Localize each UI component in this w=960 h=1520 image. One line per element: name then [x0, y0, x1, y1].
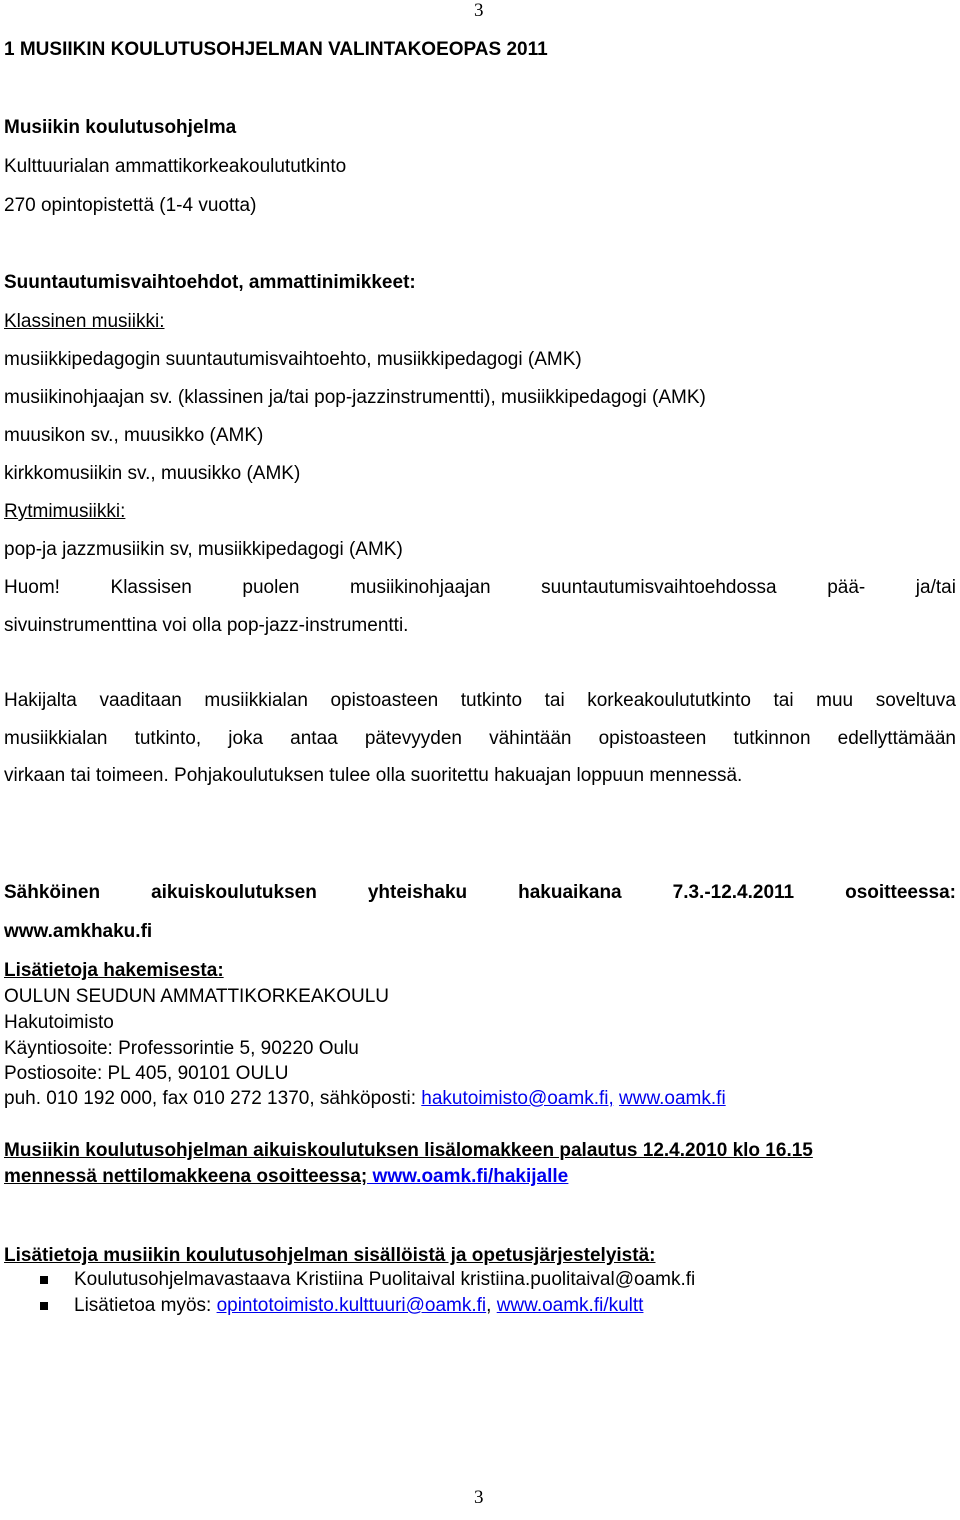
app-word: hakuaikana: [518, 882, 622, 903]
req-word: tutkinto: [460, 690, 523, 711]
classical-item: musiikkipedagogin suuntautumisvaihtoehto, musiikkipedagogi (AMK): [4, 349, 582, 370]
req-word: vaaditaan: [99, 690, 182, 711]
contact-phone-line: [4, 1088, 726, 1110]
rhythm-title: Rytmimusiikki:: [4, 501, 126, 522]
rhythm-item: pop-ja jazzmusiikin sv, musiikkipedagogi (AMK): [4, 539, 403, 560]
program-credits: 270 opintopistettä (1-4 vuotta): [4, 195, 257, 216]
app-word: 7.3.-12.4.2011: [672, 882, 795, 903]
form-link[interactable]: www.oamk.fi/hakijalle: [367, 1166, 569, 1187]
note-word: pää-: [827, 577, 866, 598]
requirements-line: [4, 728, 956, 750]
req-word: pätevyyden: [364, 728, 462, 749]
study-office-email-link[interactable]: opintotoimisto.kulttuuri@oamk.fi: [216, 1295, 487, 1316]
orientations-title: Suuntautumisvaihtoehdot, ammattinimikkeet:: [4, 272, 416, 293]
bullet-separator: ,: [486, 1295, 497, 1316]
req-word: Hakijalta: [4, 690, 77, 711]
req-word: opistoasteen: [330, 690, 439, 711]
req-word: tutkinto,: [134, 728, 202, 749]
culture-website-link[interactable]: www.oamk.fi/kultt: [496, 1295, 644, 1316]
req-word: musiikkialan: [4, 728, 108, 749]
bullet-prefix: Lisätietoa myös:: [74, 1295, 217, 1316]
req-word: joka: [228, 728, 264, 749]
bullet-square-icon: [40, 1276, 48, 1284]
form-line: [4, 1166, 568, 1188]
email-link[interactable]: hakutoimisto@oamk.fi,: [421, 1088, 614, 1109]
req-word: muu: [816, 690, 854, 711]
contact-org: OULUN SEUDUN AMMATTIKORKEAKOULU: [4, 986, 389, 1007]
note-word: puolen: [242, 577, 300, 598]
requirements-line: virkaan tai toimeen. Pohjakoulutuksen tulee olla suoritettu hakuajan loppuun mennessä.: [4, 765, 743, 786]
req-word: vähintään: [489, 728, 572, 749]
req-word: soveltuva: [875, 690, 956, 711]
page-number-bottom: 3: [474, 1487, 484, 1508]
classical-item: muusikon sv., muusikko (AMK): [4, 425, 264, 446]
note-word: Klassisen: [110, 577, 192, 598]
contact-phone: puh. 010 192 000, fax 010 272 1370, sähköposti:: [4, 1088, 422, 1109]
page-title: 1 MUSIIKIN KOULUTUSOHJELMAN VALINTAKOEOPAS 2011: [4, 39, 548, 60]
note-word: suuntautumisvaihtoehdossa: [541, 577, 777, 598]
app-word: aikuiskoulutuksen: [151, 882, 317, 903]
contact-visit-address: Käyntiosoite: Professorintie 5, 90220 Oulu: [4, 1038, 359, 1059]
classical-item: musiikinohjaajan sv. (klassinen ja/tai pop-jazzinstrumentti), musiikkipedagogi (AMK): [4, 387, 706, 408]
requirements-line: [4, 690, 956, 712]
form-line: Musiikin koulutusohjelman aikuiskoulutuksen lisälomakkeen palautus 12.4.2010 klo 16.15: [4, 1140, 813, 1161]
contact-title: Lisätietoja hakemisesta:: [4, 960, 224, 981]
contact-post-address: Postiosoite: PL 405, 90101 OULU: [4, 1063, 289, 1084]
contact-office: Hakutoimisto: [4, 1012, 114, 1033]
req-word: musiikkialan: [204, 690, 308, 711]
page-number-top: 3: [474, 0, 484, 21]
req-word: korkeakoulututkinto: [587, 690, 751, 711]
application-line: [4, 882, 956, 904]
req-word: tai: [773, 690, 794, 711]
app-word: yhteishaku: [367, 882, 468, 903]
classical-title: Klassinen musiikki:: [4, 311, 165, 332]
req-word: opistoasteen: [598, 728, 707, 749]
program-name: Musiikin koulutusohjelma: [4, 117, 237, 138]
bullet-square-icon: [40, 1302, 48, 1310]
note-line: sivuinstrumenttina voi olla pop-jazz-instrumentti.: [4, 615, 409, 636]
classical-item: kirkkomusiikin sv., muusikko (AMK): [4, 463, 301, 484]
bullet-item: Koulutusohjelmavastaava Kristiina Puolitaival kristiina.puolitaival@oamk.fi: [74, 1269, 696, 1290]
req-word: tutkinnon: [733, 728, 811, 749]
req-word: edellyttämään: [837, 728, 956, 749]
note-word: Huom!: [4, 577, 60, 598]
note-word: musiikinohjaajan: [350, 577, 491, 598]
req-word: tai: [544, 690, 565, 711]
bullet-item: [74, 1295, 643, 1317]
form-text: mennessä nettilomakkeena osoitteessa;: [4, 1166, 368, 1187]
program-degree: Kulttuurialan ammattikorkeakoulututkinto: [4, 156, 347, 177]
website-link[interactable]: www.oamk.fi: [619, 1088, 726, 1109]
app-word: osoitteessa:: [845, 882, 956, 903]
application-url: www.amkhaku.fi: [4, 921, 153, 942]
more-info-title: Lisätietoja musiikin koulutusohjelman sisällöistä ja opetusjärjestelyistä:: [4, 1245, 656, 1266]
req-word: antaa: [290, 728, 338, 749]
note-line: [4, 577, 956, 599]
note-word: ja/tai: [915, 577, 956, 598]
app-word: Sähköinen: [4, 882, 101, 903]
